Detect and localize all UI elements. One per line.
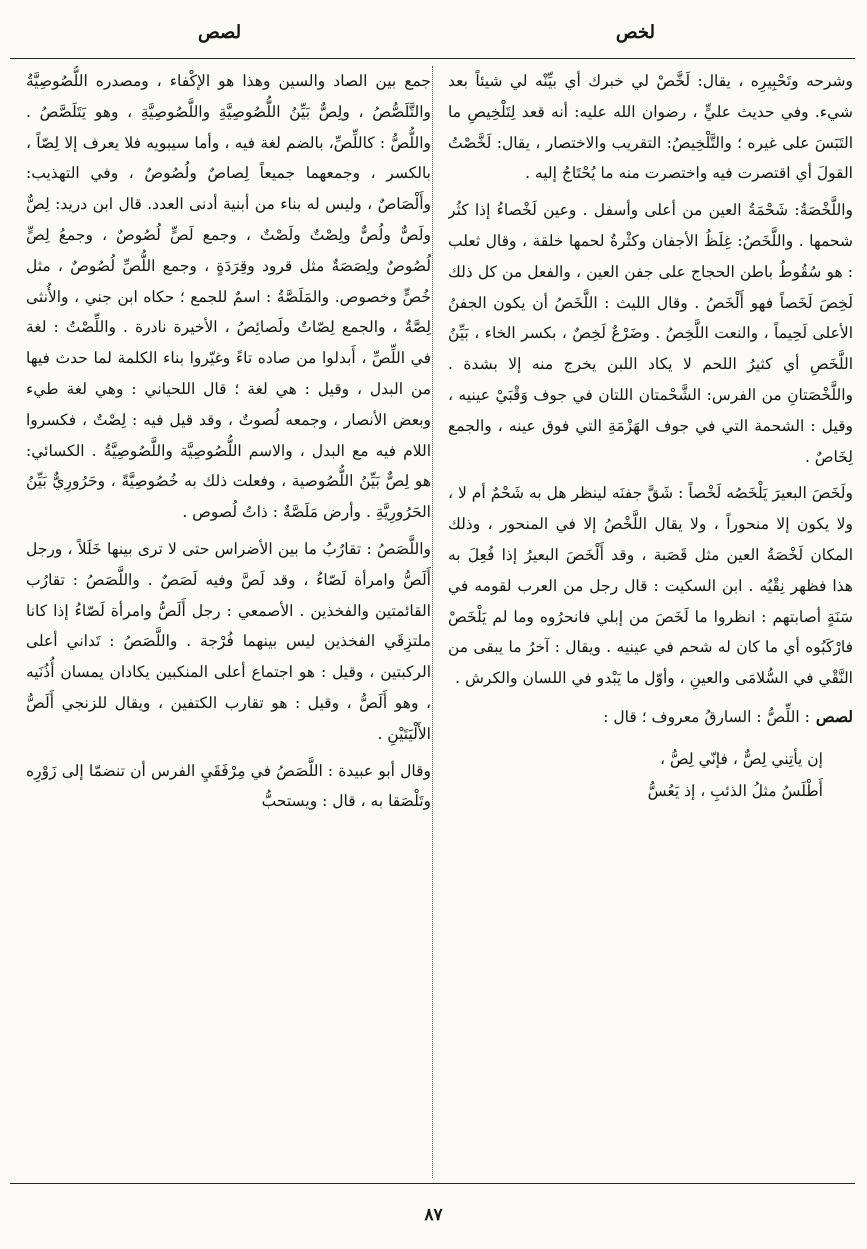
running-head-left: لصص	[198, 22, 242, 43]
entry-paragraph	[448, 702, 853, 733]
left-column	[26, 66, 431, 1176]
paragraph: ولَخَصَ البعيرَ يَلْخَصُه لَخْصاً : شَقَّ جفنَه لينظر هل به شَحْمٌ أم لا ، ولا يكون إلا منحوراً ، ولا يقال اللَّخْصُ إلا في المنحور ، وذلك المكان لَخْصَةُ العين مثل قَصَبة ، وقد أَلْخَصَ البعيرُ إذا فُعِلَ به هذا فظهر نِقْيُه . ابن السكيت : قال رجل من العرب لقومه في سَنَةٍ أصابتهم : انظروا ما لَخَصَ من إبلي فانحرُوه وما لم يَلْخَصْ فارْكَبُوه أي ما كان له شحم في عينيه . ويقال : آخرُ ما يبقى من النَّقْي في السُّلامَى والعينِ ، وأوّل ما يَبْدو في اللسان والكرش .	[448, 484, 853, 688]
paragraph: جمع بين الصاد والسين وهذا هو الإكْفاء ، ومصدره اللُّصُوصِيَّةُ والتَّلَصُّصُ ، ولِصٌّ بَيِّنُ اللُّصُوصِيَّةِ واللَّصُوصِيَّةِ ، وهو يَتَلَصَّصُ . واللُّصُّ : كاللِّصِّ، بالضم لغة فيه ، وأما سيبويه فلا يعرف إلا لِصّاً ، بالكسر ، وجمعهما جميعاً لِصاصٌ ولُصُوصٌ ، وفي التهذيب: وأَلْصَاصٌ ، وليس له بناء من أبنية أدنى العدد. قال ابن دريد: لِصٌّ ولَصٌّ ولُصٌّ ولِصْتٌ ولَصْتٌ ، وجمع لَصٍّ لُصُوصٌ ، وجمعُ لِصٍّ لُصُوصٌ ولِصَصَةٌ مثل قرود وقِرَدَةٍ ، وجمع اللُّصِّ لُصُوصٌ ، مثل خُصٍّ وخصوص. والمَلَصَّةُ : اسمٌ للجمع ؛ حكاه ابن جني ، والأُنثى لِصَّةٌ ، والجمع لِصّاتٌ ولَصائِصُ ، الأخيرة نادرة . واللِّصْتُ : لغة في اللِّصِّ ، أَبدلوا من صاده تاءً وغيّروا بناء الكلمة لما حدث فيها من البدل ، وقيل : هي لغة ؛ قال اللحياني : وهي لغة طيء وبعض الأنصار ، وجمعه لُصوتٌ ، وقد قيل فيه : لِصْتٌ ، فكسروا اللام فيه مع البدل ، والاسم اللُّصُوصِيَّة واللَّصُوصِيَّةُ . الكسائي: هو لِصٌّ بَيِّنُ اللُّصُوصية ، وفعلت ذلك به خُصُوصِيَّةً ، وحَرُورِيٌّ بَيِّنُ الحَرُورِيَّةِ . وأرض مَلَصَّةٌ : ذاتُ لُصوص .	[26, 72, 431, 522]
verse-block	[448, 743, 823, 807]
entry-headword: لصص	[815, 706, 853, 726]
bottom-rule	[10, 1183, 855, 1184]
verse-line: أَطْلَسُ مثلُ الذئبِ ، إذ يَعُسُّ	[647, 781, 823, 800]
paragraph: وقال أبو عبيدة : اللَّصَصُ في مِرْفَقَيِ الفرس أن تنضمّا إلى زَوْرِه وتَلْصَقا به ، قال : ويستحبُّ	[26, 761, 431, 811]
right-column	[448, 66, 853, 1176]
column-divider	[432, 66, 433, 1178]
verse-line: إن يأتِني لِصٌّ ، فإنّي لِصُّ ،	[660, 749, 823, 768]
top-rule	[10, 58, 855, 59]
running-head-right: لخص	[615, 22, 655, 43]
entry-text: : اللِّصُّ : السارقُ معروف ؛ قال :	[603, 707, 810, 726]
paragraph: وشرحه وتَحْبِيرِه ، يقال: لَخَّصْ لي خبرك أي بيِّنْه لي شيئاً بعد شيء. وفي حديث عليٍّ ، رضوان الله عليه: أنه قعد لِتَلْخِيصِ ما التَبَسَ على غيره ؛ والتَّلْخِيصُ: التقريب والاختصار ، يقال: لَخَّصْتُ القولَ أي اقتصرت فيه واختصرت منه ما يُحْتَاجُ إليه .	[448, 72, 853, 183]
paragraph: واللَّخْصَةُ: شَحْمَةُ العين من أعلى وأسفل . وعين لَخْصاءُ إذا كثُر شحمها . واللَّخَصُ: غِلَظُ الأجفان وكثْرةُ لحمها خلقة ، وقال ثعلب : هو سُقُوطُ باطن الحجاج على جفن العين ، والفعل من كل ذلك لَخِصَ لَخَصاً فهو أَلْخَصُ . وقال الليث : اللَّخَصُ أن يكون الجفنُ الأعلى لَحِيماً ، والنعت اللَّخِصُ . وضَرْعٌ لَخِصٌ ، بكسر الخاء ، بَيِّنُ اللَّخَصِ أي كثيرُ اللحم لا يكاد اللبن يخرج منه إلا بشدة . واللَّخْصَتانِ من الفرس: الشَّحْمتان اللتان في جوف وَقْبَيْ عينيه ، وقيل : الشحمة التي في جوف الهَزْمَةِ التي فوق عينه ، والجمع لِخَاصٌ .	[448, 201, 853, 466]
page-number: ٨٧	[424, 1205, 443, 1225]
paragraph: واللَّصَصُ : تقارُبُ ما بين الأضراس حتى لا ترى بينها خَلَلاً ، ورجل أَلَصُّ وامرأة لَصّاءُ ، وقد لَصَّ وفيه لَصَصٌ . واللَّصَصُ : تقارُب القائمتين والفخذين . الأصمعي : رجل أَلَصُّ وامرأة لَصّاءُ إذا كانا ملتزِقَي الفخذين ليس بينهما فُرْجة . واللَّصَصُ : تَداني أعلى الركبتين ، وقيل : هو اجتماع أعلى المنكبين يكادان يمسان أُذُنَيه ، وهو أَلَصُّ ، وقيل : هو تقارب الكتفين ، ويقال للزنجي أَلَصُّ الأَلْيَتَيْنِ .	[26, 539, 431, 743]
